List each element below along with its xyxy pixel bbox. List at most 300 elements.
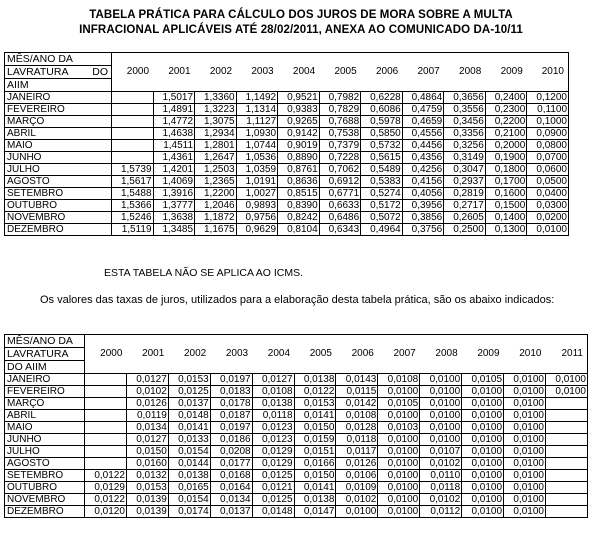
value-cell xyxy=(545,482,587,494)
value-cell: 0,4256 xyxy=(402,164,444,176)
value-cell: 0,3556 xyxy=(444,104,486,116)
table-row xyxy=(5,386,588,398)
value-cell: 0,1800 xyxy=(485,164,527,176)
value-cell: 1,0536 xyxy=(236,152,278,164)
value-cell: 1,3075 xyxy=(195,116,237,128)
value-cell: 0,2717 xyxy=(444,200,486,212)
value-cell: 0,0142 xyxy=(336,398,378,410)
month-label: JANEIRO xyxy=(5,92,112,104)
table-row xyxy=(5,164,569,176)
value-cell: 0,0100 xyxy=(504,446,546,458)
value-cell: 0,0102 xyxy=(126,386,168,398)
value-cell: 0,4356 xyxy=(402,152,444,164)
value-cell: 0,0125 xyxy=(252,470,294,482)
value-cell: 0,0183 xyxy=(210,386,252,398)
table1-year: 2003 xyxy=(251,66,274,77)
value-cell: 0,0141 xyxy=(294,410,336,422)
interest-rate-table xyxy=(4,334,588,518)
value-cell: 0,5172 xyxy=(361,200,403,212)
value-cell: 0,0117 xyxy=(336,446,378,458)
table-row xyxy=(5,104,569,116)
table-row xyxy=(5,434,588,446)
value-cell xyxy=(545,506,587,518)
value-cell xyxy=(545,422,587,434)
value-cell: 0,7688 xyxy=(319,116,361,128)
table-row xyxy=(5,446,588,458)
table2-year: 2006 xyxy=(351,348,374,359)
table-row xyxy=(5,374,588,386)
value-cell: 1,1675 xyxy=(195,224,237,236)
title-line-2: INFRACIONAL APLICÁVEIS ATÉ 28/02/2011, ANEXA AO COMUNICADO DA-10/11 xyxy=(79,24,523,36)
value-cell: 0,0118 xyxy=(420,482,462,494)
value-cell: 0,9629 xyxy=(236,224,278,236)
value-cell: 0,8104 xyxy=(278,224,320,236)
value-cell: 0,2605 xyxy=(444,212,486,224)
value-cell: 0,0197 xyxy=(210,374,252,386)
value-cell: 0,0100 xyxy=(378,434,420,446)
value-cell: 0,0100 xyxy=(462,410,504,422)
value-cell: 0,3047 xyxy=(444,164,486,176)
table-row xyxy=(5,140,569,152)
value-cell: 0,0122 xyxy=(294,386,336,398)
table1-header-cell xyxy=(5,53,112,92)
value-cell: 0,0123 xyxy=(252,434,294,446)
value-cell: 0,3956 xyxy=(402,200,444,212)
value-cell: 0,0139 xyxy=(126,506,168,518)
table1-year: 2009 xyxy=(500,66,523,77)
table1-header-line-2-suffix: DO xyxy=(92,66,108,78)
value-cell: 0,9756 xyxy=(236,212,278,224)
value-cell xyxy=(85,434,127,446)
value-cell: 0,0100 xyxy=(462,386,504,398)
value-cell: 0,0153 xyxy=(294,398,336,410)
value-cell: 0,0100 xyxy=(420,410,462,422)
value-cell: 0,0100 xyxy=(420,422,462,434)
value-cell: 0,0100 xyxy=(462,470,504,482)
value-cell: 0,0127 xyxy=(126,374,168,386)
value-cell: 0,0127 xyxy=(126,434,168,446)
value-cell: 0,0100 xyxy=(545,374,587,386)
value-cell: 0,0100 xyxy=(462,446,504,458)
value-cell: 0,0148 xyxy=(168,410,210,422)
value-cell: 0,8890 xyxy=(278,152,320,164)
value-cell: 1,5366 xyxy=(112,200,154,212)
value-cell: 0,0118 xyxy=(252,410,294,422)
value-cell: 0,0144 xyxy=(168,458,210,470)
table-row xyxy=(5,176,569,188)
table-row xyxy=(5,116,569,128)
value-cell: 0,0123 xyxy=(252,422,294,434)
value-cell xyxy=(545,494,587,506)
table2-header-line-1: MÊS/ANO DA xyxy=(5,335,84,348)
value-cell: 0,1300 xyxy=(485,224,527,236)
value-cell xyxy=(545,446,587,458)
value-cell: 0,0137 xyxy=(210,506,252,518)
value-cell: 0,7982 xyxy=(319,92,361,104)
value-cell: 0,6771 xyxy=(319,188,361,200)
value-cell: 0,0100 xyxy=(504,470,546,482)
value-cell: 0,0300 xyxy=(527,200,569,212)
table-row xyxy=(5,398,588,410)
value-cell: 0,0108 xyxy=(378,374,420,386)
value-cell: 0,4556 xyxy=(402,128,444,140)
value-cell: 0,0102 xyxy=(336,494,378,506)
value-cell: 0,0100 xyxy=(420,434,462,446)
value-cell: 0,4056 xyxy=(402,188,444,200)
value-cell: 0,0127 xyxy=(252,374,294,386)
value-cell: 0,0100 xyxy=(420,398,462,410)
value-cell: 0,8242 xyxy=(278,212,320,224)
value-cell: 1,4638 xyxy=(153,128,195,140)
table1-year: 2008 xyxy=(459,66,482,77)
table-row xyxy=(5,458,588,470)
month-label: MARÇO xyxy=(5,116,112,128)
value-cell: 0,8636 xyxy=(278,176,320,188)
value-cell: 0,1700 xyxy=(485,176,527,188)
value-cell: 0,1600 xyxy=(485,188,527,200)
table2-header-row xyxy=(5,335,588,374)
value-cell: 0,0600 xyxy=(527,164,569,176)
value-cell xyxy=(85,446,127,458)
value-cell: 0,9265 xyxy=(278,116,320,128)
table-row xyxy=(5,410,588,422)
value-cell: 0,0186 xyxy=(210,434,252,446)
value-cell xyxy=(112,128,154,140)
value-cell: 0,4156 xyxy=(402,176,444,188)
value-cell: 0,0110 xyxy=(420,470,462,482)
value-cell: 0,8761 xyxy=(278,164,320,176)
month-label: JUNHO xyxy=(5,434,85,446)
table1-year: 2002 xyxy=(209,66,233,77)
table2-year: 2009 xyxy=(477,348,500,359)
value-cell: 1,5488 xyxy=(112,188,154,200)
month-label: JUNHO xyxy=(5,152,112,164)
value-cell: 1,5739 xyxy=(112,164,154,176)
value-cell: 0,0100 xyxy=(378,458,420,470)
value-cell: 0,0105 xyxy=(462,374,504,386)
value-cell: 0,0100 xyxy=(462,422,504,434)
value-cell xyxy=(112,92,154,104)
value-cell xyxy=(545,434,587,446)
value-cell: 0,0102 xyxy=(420,458,462,470)
value-cell: 0,0151 xyxy=(294,446,336,458)
value-cell: 0,0150 xyxy=(126,446,168,458)
value-cell: 0,0208 xyxy=(210,446,252,458)
value-cell: 0,7538 xyxy=(319,128,361,140)
value-cell: 0,0100 xyxy=(527,224,569,236)
value-cell: 0,0168 xyxy=(210,470,252,482)
month-label: FEVEREIRO xyxy=(5,104,112,116)
value-cell: 0,9142 xyxy=(278,128,320,140)
value-cell: 1,3916 xyxy=(153,188,195,200)
table2-header-line-2: LAVRATURA xyxy=(5,348,84,361)
value-cell: 0,0100 xyxy=(504,410,546,422)
table1-year: 2010 xyxy=(541,66,564,77)
value-cell: 0,0177 xyxy=(210,458,252,470)
value-cell: 0,1000 xyxy=(527,116,569,128)
value-cell: 0,4456 xyxy=(402,140,444,152)
value-cell xyxy=(85,410,127,422)
table1-year: 2005 xyxy=(334,66,357,77)
table1-header-line-3: AIIM xyxy=(7,79,29,91)
value-cell: 0,1900 xyxy=(485,152,527,164)
month-label: NOVEMBRO xyxy=(5,212,112,224)
value-cell: 0,0187 xyxy=(210,410,252,422)
value-cell: 1,4361 xyxy=(153,152,195,164)
value-cell: 1,5246 xyxy=(112,212,154,224)
value-cell: 0,0100 xyxy=(420,386,462,398)
value-cell xyxy=(85,374,127,386)
value-cell: 0,0100 xyxy=(504,374,546,386)
value-cell: 0,5383 xyxy=(361,176,403,188)
value-cell: 0,5072 xyxy=(361,212,403,224)
value-cell: 0,1500 xyxy=(485,200,527,212)
value-cell: 0,0100 xyxy=(504,458,546,470)
value-cell: 0,0119 xyxy=(126,410,168,422)
value-cell: 0,0153 xyxy=(168,374,210,386)
value-cell: 1,1872 xyxy=(195,212,237,224)
value-cell: 0,0700 xyxy=(527,152,569,164)
value-cell: 0,0100 xyxy=(504,482,546,494)
value-cell: 0,7379 xyxy=(319,140,361,152)
value-cell: 0,0102 xyxy=(420,494,462,506)
table-row xyxy=(5,470,588,482)
value-cell: 1,0744 xyxy=(236,140,278,152)
month-label: JULHO xyxy=(5,164,112,176)
table2-year: 2003 xyxy=(225,348,249,359)
table1-year: 2006 xyxy=(375,66,399,77)
month-label: NOVEMBRO xyxy=(5,494,85,506)
value-cell: 1,4772 xyxy=(153,116,195,128)
value-cell: 0,7829 xyxy=(319,104,361,116)
value-cell: 0,3756 xyxy=(402,224,444,236)
month-label: AGOSTO xyxy=(5,458,85,470)
value-cell: 0,2300 xyxy=(485,104,527,116)
value-cell: 0,0160 xyxy=(126,458,168,470)
table1-header-row xyxy=(5,53,569,92)
value-cell: 0,0100 xyxy=(504,398,546,410)
value-cell: 0,5274 xyxy=(361,188,403,200)
value-cell: 0,0100 xyxy=(462,434,504,446)
value-cell: 0,0100 xyxy=(504,494,546,506)
table1-year: 2001 xyxy=(168,66,191,77)
value-cell: 1,4201 xyxy=(153,164,195,176)
value-cell: 0,6228 xyxy=(361,92,403,104)
value-cell: 0,2819 xyxy=(444,188,486,200)
value-cell: 0,0125 xyxy=(252,494,294,506)
value-cell: 0,0108 xyxy=(252,386,294,398)
table2-year: 2008 xyxy=(435,348,458,359)
value-cell: 0,0134 xyxy=(210,494,252,506)
month-label: SETEMBRO xyxy=(5,188,112,200)
value-cell: 0,0106 xyxy=(336,470,378,482)
value-cell: 0,0132 xyxy=(126,470,168,482)
value-cell: 0,0138 xyxy=(294,374,336,386)
value-cell: 0,0800 xyxy=(527,140,569,152)
value-cell: 1,5017 xyxy=(153,92,195,104)
value-cell: 0,0150 xyxy=(294,422,336,434)
value-cell: 0,0100 xyxy=(504,422,546,434)
value-cell: 0,3256 xyxy=(444,140,486,152)
value-cell: 0,0100 xyxy=(378,410,420,422)
table-row xyxy=(5,506,588,518)
value-cell: 0,0141 xyxy=(294,482,336,494)
month-label: MAIO xyxy=(5,422,85,434)
value-cell: 0,0159 xyxy=(294,434,336,446)
value-cell: 0,0500 xyxy=(527,176,569,188)
value-cell: 0,9893 xyxy=(236,200,278,212)
value-cell: 0,0112 xyxy=(420,506,462,518)
value-cell: 0,0139 xyxy=(126,494,168,506)
table-row xyxy=(5,128,569,140)
value-cell: 0,0105 xyxy=(378,398,420,410)
value-cell: 1,0191 xyxy=(236,176,278,188)
value-cell: 0,0100 xyxy=(462,506,504,518)
value-cell: 0,3356 xyxy=(444,128,486,140)
value-cell: 0,0129 xyxy=(252,446,294,458)
value-cell: 0,0121 xyxy=(252,482,294,494)
value-cell: 0,0107 xyxy=(420,446,462,458)
document-title xyxy=(0,8,602,38)
value-cell xyxy=(85,422,127,434)
value-cell: 0,4659 xyxy=(402,116,444,128)
value-cell: 0,0126 xyxy=(126,398,168,410)
value-cell: 0,6343 xyxy=(319,224,361,236)
value-cell: 0,9383 xyxy=(278,104,320,116)
table2-year: 2010 xyxy=(519,348,542,359)
value-cell: 0,0133 xyxy=(168,434,210,446)
value-cell: 1,3223 xyxy=(195,104,237,116)
value-cell: 0,2500 xyxy=(444,224,486,236)
value-cell: 0,0154 xyxy=(168,494,210,506)
value-cell: 1,2934 xyxy=(195,128,237,140)
value-cell: 0,5850 xyxy=(361,128,403,140)
value-cell: 1,2503 xyxy=(195,164,237,176)
table2-year: 2000 xyxy=(100,348,123,359)
value-cell: 0,7228 xyxy=(319,152,361,164)
month-label: JANEIRO xyxy=(5,374,85,386)
month-label: FEVEREIRO xyxy=(5,386,85,398)
table-row xyxy=(5,92,569,104)
value-cell: 0,3456 xyxy=(444,116,486,128)
month-label: ABRIL xyxy=(5,128,112,140)
value-cell: 0,0178 xyxy=(210,398,252,410)
title-line-1: TABELA PRÁTICA PARA CÁLCULO DOS JUROS DE MORA SOBRE A MULTA xyxy=(89,9,513,21)
value-cell: 0,1200 xyxy=(527,92,569,104)
value-cell: 0,8390 xyxy=(278,200,320,212)
value-cell: 0,0164 xyxy=(210,482,252,494)
value-cell: 0,0129 xyxy=(252,458,294,470)
value-cell: 0,0147 xyxy=(294,506,336,518)
value-cell: 0,0118 xyxy=(336,434,378,446)
value-cell: 0,4759 xyxy=(402,104,444,116)
value-cell: 1,0027 xyxy=(236,188,278,200)
value-cell: 0,0100 xyxy=(545,386,587,398)
table2-year: 2011 xyxy=(561,348,583,359)
value-cell: 0,5615 xyxy=(361,152,403,164)
value-cell: 0,6486 xyxy=(319,212,361,224)
month-label: SETEMBRO xyxy=(5,470,85,482)
value-cell xyxy=(85,458,127,470)
table1-header-line-1: MÊS/ANO DA xyxy=(5,53,111,66)
value-cell: 0,0143 xyxy=(336,374,378,386)
value-cell: 0,0400 xyxy=(527,188,569,200)
table2-header-cell xyxy=(5,335,85,374)
table1-year: 2004 xyxy=(292,66,316,77)
value-cell xyxy=(112,152,154,164)
table-row xyxy=(5,482,588,494)
value-cell: 0,0120 xyxy=(85,506,127,518)
value-cell: 0,0100 xyxy=(378,506,420,518)
value-cell: 0,0138 xyxy=(168,470,210,482)
value-cell: 0,0174 xyxy=(168,506,210,518)
value-cell: 0,0128 xyxy=(336,422,378,434)
rates-paragraph: Os valores das taxas de juros, utilizados para a elaboração desta tabela prática, são os abaixo indicados: xyxy=(40,294,555,306)
table2-year: 2001 xyxy=(142,348,165,359)
value-cell: 0,5732 xyxy=(361,140,403,152)
value-cell xyxy=(112,140,154,152)
value-cell: 1,0930 xyxy=(236,128,278,140)
value-cell: 0,0103 xyxy=(378,422,420,434)
value-cell: 0,0197 xyxy=(210,422,252,434)
value-cell: 0,0100 xyxy=(336,506,378,518)
value-cell: 0,0125 xyxy=(168,386,210,398)
month-label: ABRIL xyxy=(5,410,85,422)
value-cell: 1,5119 xyxy=(112,224,154,236)
value-cell: 0,0100 xyxy=(462,398,504,410)
table-row xyxy=(5,224,569,236)
table1-body xyxy=(5,92,569,236)
value-cell: 0,0200 xyxy=(527,212,569,224)
value-cell: 0,0165 xyxy=(168,482,210,494)
value-cell: 0,0137 xyxy=(168,398,210,410)
value-cell: 0,3149 xyxy=(444,152,486,164)
value-cell: 0,8515 xyxy=(278,188,320,200)
value-cell: 0,6086 xyxy=(361,104,403,116)
value-cell: 0,0126 xyxy=(336,458,378,470)
value-cell: 1,5617 xyxy=(112,176,154,188)
value-cell: 1,2801 xyxy=(195,140,237,152)
value-cell: 1,1127 xyxy=(236,116,278,128)
value-cell: 1,3485 xyxy=(153,224,195,236)
value-cell: 0,5489 xyxy=(361,164,403,176)
value-cell xyxy=(112,104,154,116)
value-cell: 0,0122 xyxy=(85,494,127,506)
month-label: JULHO xyxy=(5,446,85,458)
value-cell: 0,2000 xyxy=(485,140,527,152)
value-cell: 0,0154 xyxy=(168,446,210,458)
value-cell: 0,1400 xyxy=(485,212,527,224)
value-cell: 0,2937 xyxy=(444,176,486,188)
value-cell: 0,9521 xyxy=(278,92,320,104)
value-cell: 0,0100 xyxy=(504,506,546,518)
value-cell: 1,2200 xyxy=(195,188,237,200)
table-row xyxy=(5,494,588,506)
value-cell: 0,0100 xyxy=(378,470,420,482)
value-cell: 1,2046 xyxy=(195,200,237,212)
value-cell: 0,0100 xyxy=(378,446,420,458)
value-cell xyxy=(85,398,127,410)
value-cell: 0,2200 xyxy=(485,116,527,128)
table2-header-line-3: DO AIIM xyxy=(7,361,47,373)
icms-note: ESTA TABELA NÃO SE APLICA AO ICMS. xyxy=(104,267,303,279)
value-cell: 0,5978 xyxy=(361,116,403,128)
month-label: DEZEMBRO xyxy=(5,224,112,236)
value-cell: 0,0100 xyxy=(378,482,420,494)
value-cell xyxy=(85,386,127,398)
value-cell: 0,0108 xyxy=(336,410,378,422)
value-cell: 0,0122 xyxy=(85,470,127,482)
